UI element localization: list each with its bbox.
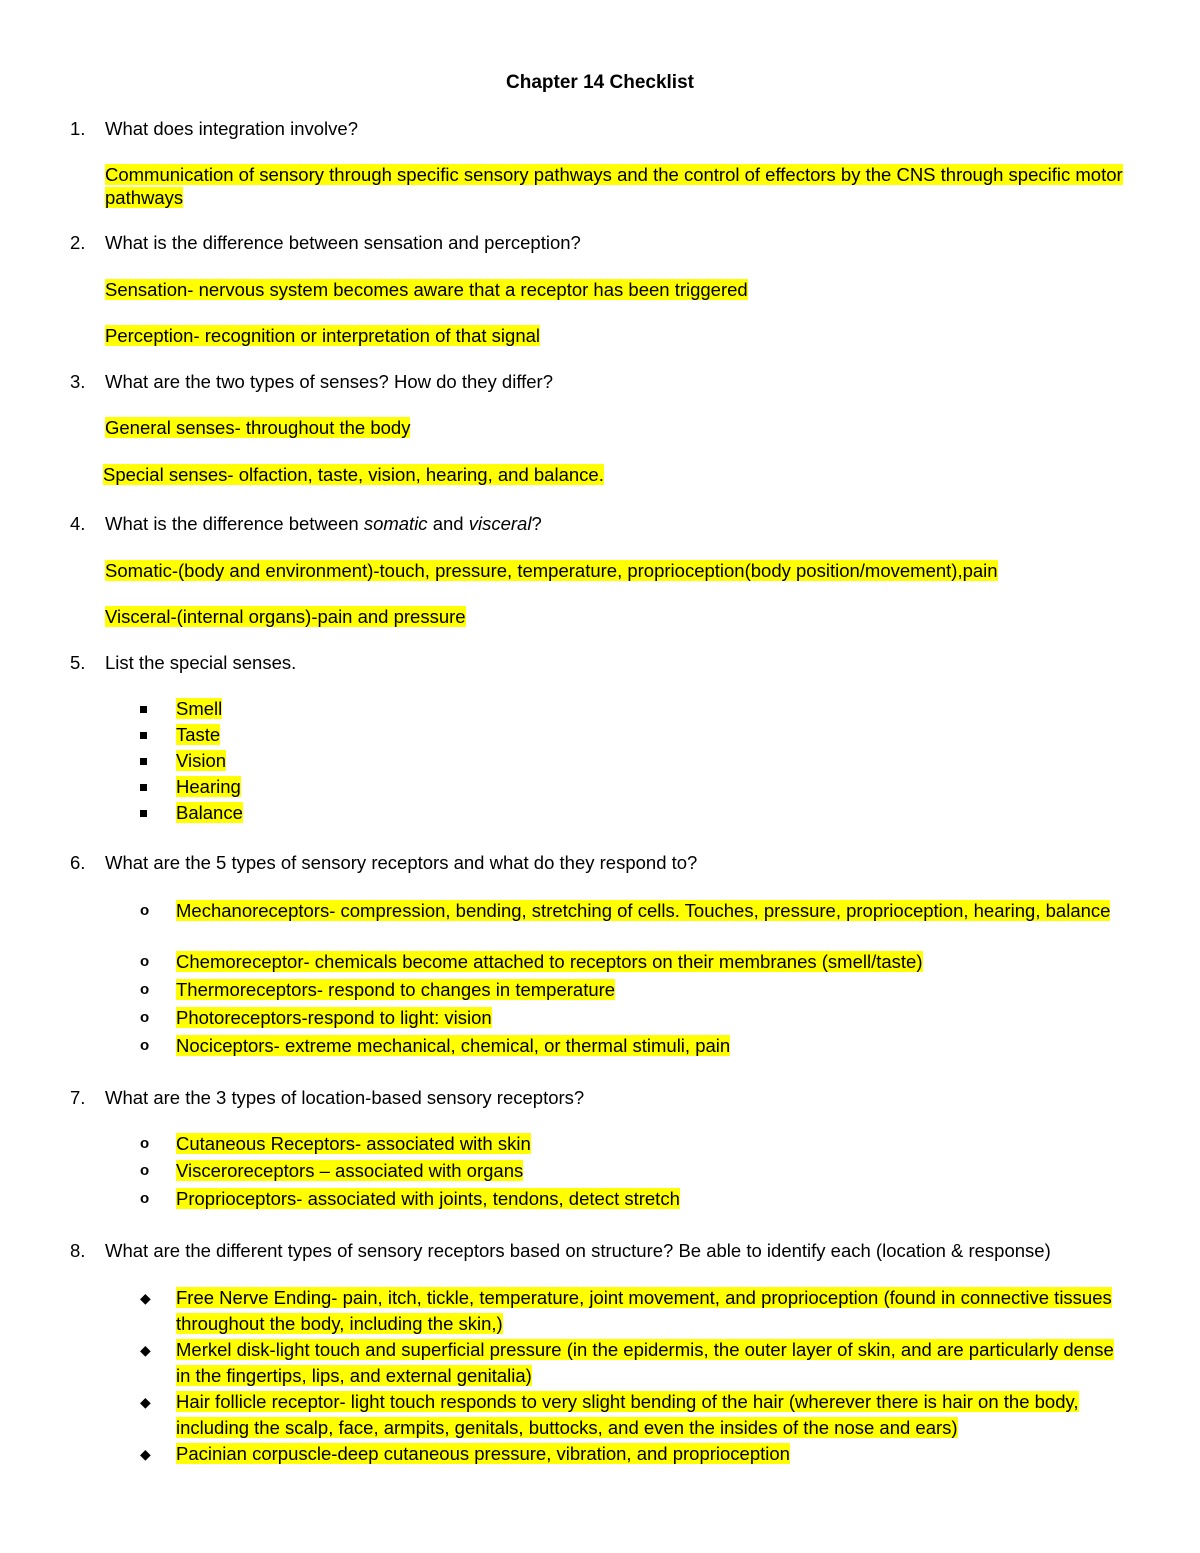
list-item-text: Mechanoreceptors- compression, bending, stretching of cells. Touches, pressure, proprioception, hearing, balance [176, 900, 1111, 921]
answer-text: Visceral-(internal organs)-pain and pressure [105, 606, 466, 627]
circle-bullet-icon: o [140, 981, 150, 998]
question-4 [70, 512, 1150, 535]
question-8 [70, 1239, 1150, 1262]
list-item [140, 1285, 1125, 1337]
list-item [140, 1006, 1125, 1029]
list-item [140, 1337, 1125, 1389]
list-item-text: Free Nerve Ending- pain, itch, tickle, temperature, joint movement, and proprioception (found in connective tissues throughout the body, including the skin,) [176, 1287, 1112, 1334]
question-2 [70, 231, 1150, 254]
list-item-text: Proprioceptors- associated with joints, tendons, detect stretch [176, 1188, 680, 1209]
answer-2-perception [105, 324, 1140, 347]
list-item-text: Cutaneous Receptors- associated with skin [176, 1133, 531, 1154]
question-text: What does integration involve? [105, 118, 358, 139]
question-text: What are the 5 types of sensory receptors and what do they respond to? [105, 852, 698, 873]
list-item [140, 801, 1125, 824]
square-bullet-icon [140, 749, 158, 772]
list-item [140, 749, 1125, 772]
question-text: List the special senses. [105, 652, 297, 673]
list-item [140, 1441, 1125, 1467]
list-item-text: Chemoreceptor- chemicals become attached to receptors on their membranes (smell/taste) [176, 951, 923, 972]
circle-bullet-icon: o [140, 1009, 150, 1026]
question-number: 1. [70, 118, 86, 139]
list-item-text: Vision [176, 750, 227, 771]
answer-1 [105, 163, 1140, 209]
list-item [140, 775, 1125, 798]
list-item [140, 1034, 1125, 1057]
square-bullet-icon [140, 723, 158, 746]
circle-bullet-icon: o [140, 1037, 150, 1054]
list-item-text: Visceroreceptors – associated with organs [176, 1160, 524, 1181]
square-bullet-icon [140, 697, 158, 720]
list-item-text: Balance [176, 802, 243, 823]
question-text-part: ? [531, 513, 542, 534]
question-number: 3. [70, 371, 86, 392]
diamond-bullet-icon: ◆ [140, 1394, 151, 1410]
answer-text: Somatic-(body and environment)-touch, pressure, temperature, proprioception(body position/movement),pain [105, 560, 998, 581]
circle-bullet-icon: o [140, 902, 150, 919]
list-item [140, 1132, 1125, 1155]
list-item [140, 897, 1125, 924]
question-text-part: What is the difference between [105, 513, 364, 534]
list-item-text: Merkel disk-light touch and superficial pressure (in the epidermis, the outer layer of skin, and are particularly dense in the fingertips, lips, and external genitalia) [176, 1339, 1114, 1386]
answer-text: Special senses- olfaction, taste, vision, hearing, and balance. [103, 464, 604, 485]
question-text: What are the different types of sensory receptors based on structure? Be able to identify each (location & response) [105, 1240, 1051, 1261]
question-5 [70, 651, 1150, 674]
question-7 [70, 1086, 1150, 1109]
list-item [140, 978, 1125, 1001]
question-6 [70, 851, 1150, 874]
list-item-text: Thermoreceptors- respond to changes in temperature [176, 979, 616, 1000]
list-item-text: Pacinian corpuscle-deep cutaneous pressure, vibration, and proprioception [176, 1443, 790, 1464]
answer-text: Communication of sensory through specific sensory pathways and the control of effectors by the CNS through specific motor pathways [105, 164, 1123, 208]
circle-bullet-icon: o [140, 1162, 150, 1179]
list-item [140, 1187, 1125, 1210]
circle-bullet-icon: o [140, 1135, 150, 1152]
answer-3-special [103, 463, 1138, 486]
list-item-text: Nociceptors- extreme mechanical, chemical, or thermal stimuli, pain [176, 1035, 731, 1056]
question-number: 6. [70, 852, 86, 873]
question-number: 5. [70, 652, 86, 673]
answer-text: General senses- throughout the body [105, 417, 411, 438]
list-item [140, 697, 1125, 720]
diamond-bullet-icon: ◆ [140, 1342, 151, 1358]
list-item-text: Smell [176, 698, 223, 719]
question-number: 4. [70, 513, 86, 534]
question-text-part: and [427, 513, 469, 534]
answer-3-general [105, 416, 1140, 439]
list-item [140, 1389, 1125, 1441]
question-1 [70, 117, 1150, 140]
answer-4-somatic [105, 559, 1140, 582]
list-item-text: Hair follicle receptor- light touch responds to very slight bending of the hair (wherever there is hair on the body, including the scalp, face, armpits, genitals, buttocks, and even the insides of the nose and ears) [176, 1391, 1079, 1438]
answer-text: Sensation- nervous system becomes aware that a receptor has been triggered [105, 279, 748, 300]
term-visceral: visceral [468, 513, 532, 534]
question-number: 8. [70, 1240, 86, 1261]
question-3 [70, 370, 1150, 393]
term-somatic: somatic [363, 513, 428, 534]
question-number: 2. [70, 232, 86, 253]
diamond-bullet-icon: ◆ [140, 1290, 151, 1306]
square-bullet-icon [140, 801, 158, 824]
list-item [140, 1159, 1125, 1182]
circle-bullet-icon: o [140, 1190, 150, 1207]
answer-2-sensation [105, 278, 1140, 301]
list-item [140, 723, 1125, 746]
list-item-text: Hearing [176, 776, 241, 797]
question-text: What are the two types of senses? How do they differ? [105, 371, 554, 392]
diamond-bullet-icon: ◆ [140, 1446, 151, 1462]
square-bullet-icon [140, 775, 158, 798]
question-number: 7. [70, 1087, 86, 1108]
answer-4-visceral [105, 605, 1140, 628]
list-item-text: Taste [176, 724, 221, 745]
page-title: Chapter 14 Checklist [506, 72, 694, 93]
answer-text: Perception- recognition or interpretation of that signal [105, 325, 541, 346]
circle-bullet-icon: o [140, 953, 150, 970]
question-text: What are the 3 types of location-based sensory receptors? [105, 1087, 585, 1108]
question-text: What is the difference between sensation and perception? [105, 232, 581, 253]
list-item-text: Photoreceptors-respond to light: vision [176, 1007, 492, 1028]
list-item [140, 950, 1125, 973]
